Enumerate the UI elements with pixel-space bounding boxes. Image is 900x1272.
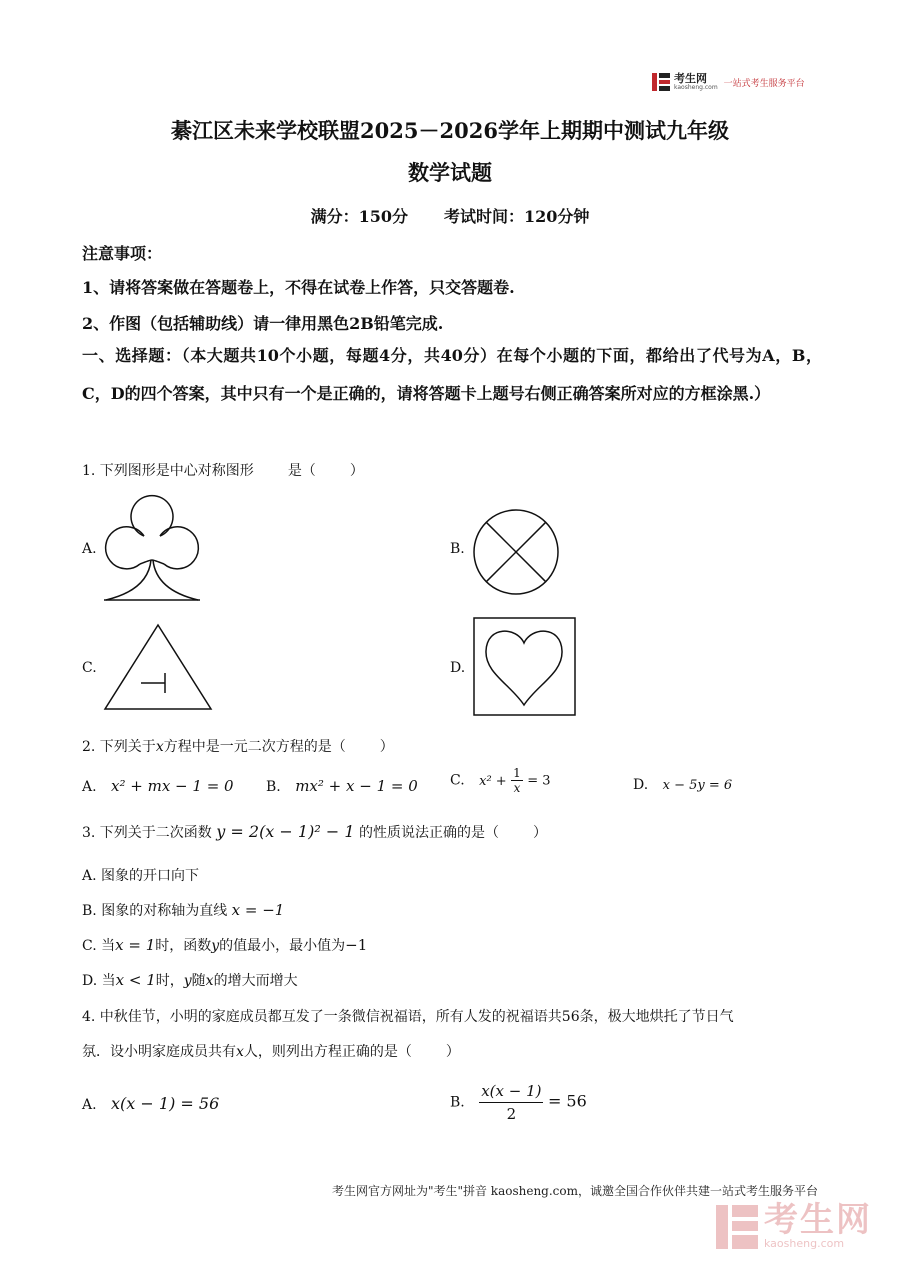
q2-option-c-den: x [513,781,521,795]
q2-option-a-math: x² + mx − 1 = 0 [111,777,234,795]
heart-square-figure [473,617,577,717]
logo-name: 考生网 [674,72,707,85]
q1-option-b-label: B. [450,541,465,557]
brand-logo [652,73,805,91]
note-item-2: 2、作图（包括辅助线）请一律用黑色2B铅笔完成. [82,314,444,333]
footer-text: 考生网官方网址为"考生"拼音 kaosheng.com，诚邀全国合作伙伴共建一站式考生服务平台 [331,1184,818,1198]
club-shape-figure [104,498,200,604]
q2-option-c-num: 1 [513,766,521,780]
watermark-text: 考生网 [764,1200,872,1240]
q3-option-c [82,935,367,955]
q2-option-b-math: mx² + x − 1 = 0 [295,777,418,795]
q2-var: x [155,739,164,755]
q3-option-c-math2: −1 [345,936,368,954]
q4-option-b-post: = 56 [547,1091,587,1111]
q1-stem [82,460,364,480]
q2-stem-suffix: 方程中是一元二次方程的是（ [163,739,346,755]
q1-option-d-label: D. [450,660,466,676]
q3-function: y = 2(x − 1)² − 1 [216,822,355,841]
exam-subtitle: 数学试题 [408,160,492,185]
q3-option-d [82,970,298,990]
q1-stem-suffix: 是（ [287,463,316,479]
q4-option-a [82,1094,219,1113]
section1-instructions: 一、选择题：（本大题共10个小题，每题4分，共40分）在每个小题的下面，都给出了代号为A，B，C，D的四个答案，其中只有一个是正确的，请将答题卡上题号右侧正确答案所对应的方框涂黑.） [82,346,822,403]
logo-slogan: 一站式考生服务平台 [723,78,805,89]
q4-option-b [450,1080,587,1125]
watermark-url: kaosheng.com [764,1237,845,1250]
q2-stem-text: 2. 下列关于 [82,739,156,755]
q3-option-c-var: y [211,938,220,954]
q1-option-a-label: A. [82,541,97,557]
q2-option-a-label: A. [82,779,97,795]
q2-option-a [82,777,234,795]
q1-stem-close: ） [349,463,364,479]
q2-option-d-label: D. [633,777,649,793]
q3-stem-close: ） [532,825,547,841]
q3-option-d-text2: 时， [155,973,184,989]
kaosheng-logo-icon [652,73,670,91]
exam-meta [0,204,900,227]
circle-x-figure [472,508,560,596]
logo-url: kaosheng.com [674,84,718,91]
q3-option-b [82,900,284,920]
q4-option-a-math: x(x − 1) = 56 [111,1094,220,1113]
q4-option-b-label: B. [450,1094,465,1111]
q2-option-c [450,766,551,795]
q2-option-c-pre: x² + [479,773,507,789]
q3-stem-text: 3. 下列关于二次函数 [82,825,212,841]
q2-option-d-math: x − 5y = 6 [662,778,733,793]
q4-stem-text: 氛．设小明家庭成员共有 [82,1044,236,1060]
q3-option-d-text1: D. 当 [82,973,116,989]
q4-stem-line2 [82,1041,460,1061]
q4-option-b-fraction [479,1080,543,1125]
q4-option-b-num: x(x − 1) [479,1080,543,1103]
q3-option-d-text3: 随 [191,973,206,989]
q4-stem-line1: 4. 中秋佳节，小明的家庭成员都互发了一条微信祝福语，所有人发的祝福语共56条，极大地烘托了节日气 [82,1009,734,1025]
q3-option-d-math: x < 1 [115,971,156,989]
q2-option-b [266,777,418,795]
q3-option-c-math1: x = 1 [115,936,156,954]
q3-option-b-math: x = −1 [231,901,285,919]
q3-stem-suffix: 的性质说法正确的是（ [358,825,499,841]
q2-option-c-fraction [511,766,523,795]
exam-time: 考试时间：120分钟 [444,207,590,226]
q1-option-c-label: C. [82,660,97,676]
q3-option-c-text3: 的值最小，最小值为 [219,938,346,954]
full-score: 满分：150分 [310,207,408,226]
q3-option-c-text2: 时，函数 [155,938,212,954]
q3-option-a: A. 图象的开口向下 [82,868,200,884]
notes-heading: 注意事项： [82,244,163,263]
q2-stem-close: ） [379,739,394,755]
q3-stem [82,822,547,842]
triangle-t-figure [103,623,213,711]
q2-option-c-label: C. [450,772,465,789]
q4-option-b-den: 2 [506,1105,517,1123]
q2-option-d [633,777,732,793]
q2-stem [82,736,394,756]
q4-stem-close: ） [445,1044,460,1060]
exam-title: 綦江区未来学校联盟2025－2026学年上期期中测试九年级 [171,118,729,143]
q3-option-d-text4: 的增大而增大 [213,973,298,989]
q4-option-a-label: A. [82,1097,97,1113]
q1-stem-text: 1. 下列图形是中心对称图形 [82,463,254,479]
q2-option-b-label: B. [266,779,281,795]
q2-option-c-post: = 3 [527,773,551,789]
note-item-1: 1、请将答案做在答题卷上，不得在试卷上作答，只交答题卷. [82,278,515,297]
q3-option-c-text1: C. 当 [82,938,116,954]
q4-stem-suffix: 人，则列出方程正确的是（ [243,1044,412,1060]
watermark [716,1200,872,1250]
q3-option-d-var2: x [205,973,214,989]
q3-option-d-var1: y [183,973,192,989]
watermark-logo-icon [716,1205,758,1249]
q3-option-b-text: B. 图象的对称轴为直线 [82,903,228,919]
q4-var: x [236,1044,244,1060]
